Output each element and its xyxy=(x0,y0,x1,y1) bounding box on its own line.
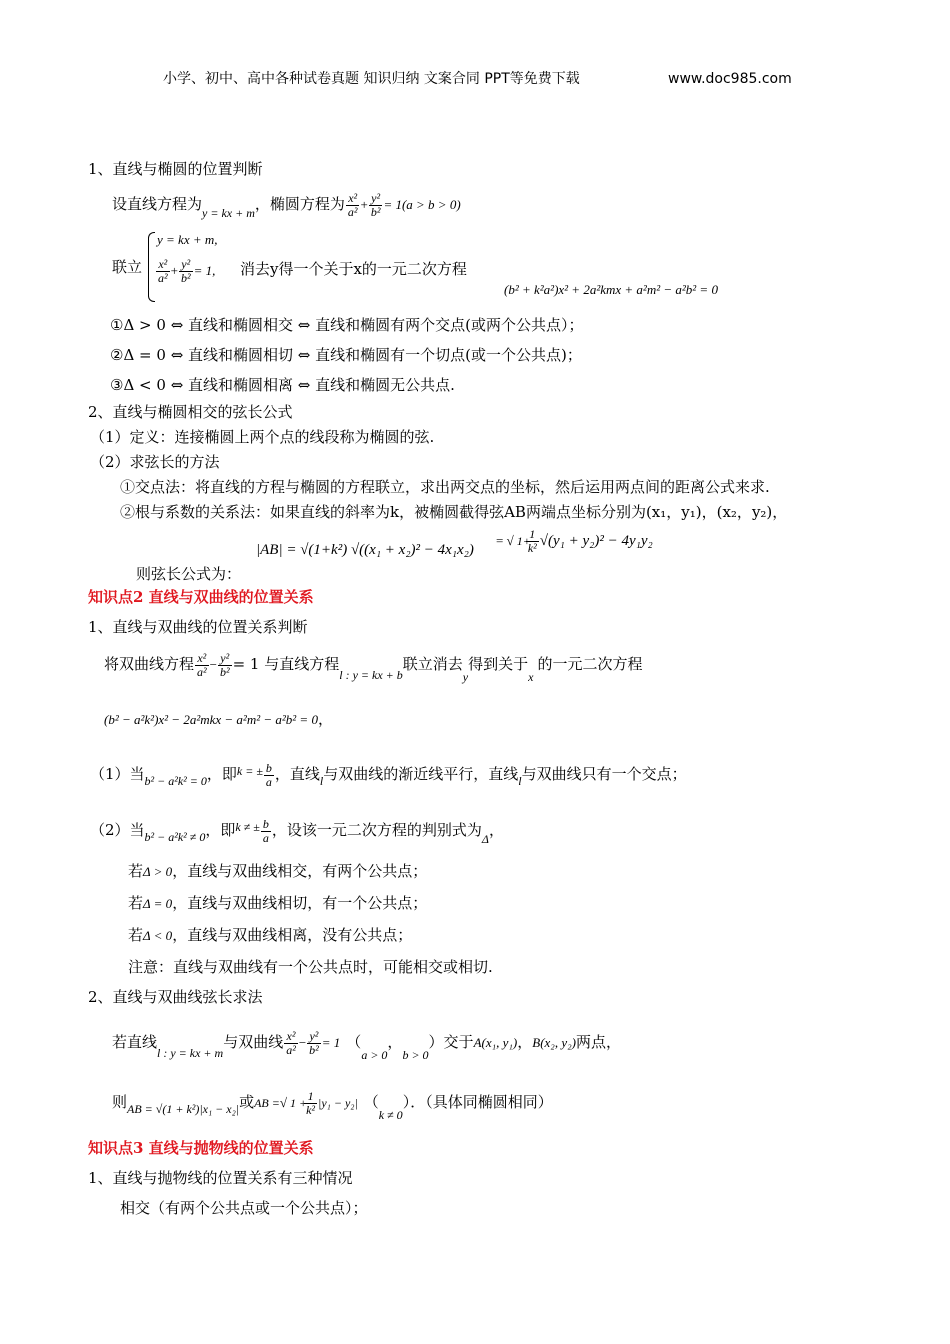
fraction: $\frac{\text{x²}}{\text{a²}}$ xyxy=(347,191,358,219)
result-1: 若Δ > 0，直线与双曲线相交，有两个公共点； xyxy=(128,862,428,880)
system-brace xyxy=(148,232,155,302)
method-2: ②根与系数的关系法：如果直线的斜率为k，被椭圆截得弦AB两端点坐标分别为(x₁，y₁)，(x₂，y₂)， xyxy=(120,503,788,521)
system-eq-1: y = kx + m, xyxy=(157,232,218,247)
subsection-title: 1、直线与双曲线的位置关系判断 xyxy=(88,618,308,636)
case-discriminant: （2）当$_{b^2 - a^2k^2 \ne 0}$，即$^{k \ne \pm}$ $\frac{b}{a}$ ，设该一元二次方程的判别式为$_\Delta$， xyxy=(90,817,504,847)
kp3-title: 知识点3 直线与抛物线的位置关系 xyxy=(88,1139,314,1157)
section-title: 2、直线与椭圆相交的弦长公式 xyxy=(88,403,293,421)
case-1: ①Δ > 0 ⇔ 直线和椭圆相交 ⇔ 直线和椭圆有两个交点(或两个公共点）； xyxy=(110,316,584,334)
intersect-case: 相交（有两个公共点或一个公共点）； xyxy=(120,1199,368,1217)
definition: （1）定义：连接椭圆上两个点的线段称为椭圆的弦. xyxy=(90,428,435,446)
text: ，椭圆方程为 xyxy=(254,195,345,214)
method-1: ①交点法：将直线的方程与椭圆的方程联立，求出两交点的坐标，然后运用两点间的距离公式来求. xyxy=(120,478,770,496)
section-title: 1、直线与椭圆的位置判断 xyxy=(88,160,263,178)
system-eq-2: $\frac{\text{x²}}{\text{a²}}$ + $\frac{\text{y²}}{\text{b²}}$ = 1, xyxy=(158,257,216,285)
ellipse-condition: = 1(a > b > 0) xyxy=(383,197,461,213)
hyperbola-quadratic: (b² − a²k²)x² − 2a²mkx − a²m² − a²b² = 0， xyxy=(104,710,333,728)
result-2: 若Δ = 0，直线与双曲线相切，有一个公共点； xyxy=(128,894,428,912)
fraction: $\frac{\text{y²}}{\text{b²}}$ xyxy=(370,191,381,219)
result-3: 若Δ < 0，直线与双曲线相离，没有公共点； xyxy=(128,926,413,944)
note: 注意：直线与双曲线有一个公共点时，可能相交或相切. xyxy=(128,958,493,976)
line-equation: y = kx + m xyxy=(202,206,255,221)
case-3: ③Δ < 0 ⇔ 直线和椭圆相离 ⇔ 直线和椭圆无公共点. xyxy=(110,376,455,394)
ellipse-setup-line: 设直线方程为$_{y = kx + m}$，椭圆方程为 $\frac{\text{x²}}{\text{a²}}$ + $\frac{\text{y²}}{\text{b²}}$ = 1(a > b > 0) xyxy=(112,191,461,221)
quadratic-equation: (b² + k²a²)x² + 2a²kmx + a²m² − a²b² = 0 xyxy=(504,282,718,297)
case-parallel: （1）当$_{b^2 - a^2k^2 = 0}$，即$^{k = \pm}$ $\frac{b}{a}$ ，直线$_l$与双曲线的渐近线平行，直线$_l$与双曲线只有一个交点； xyxy=(90,761,687,789)
header-url[interactable]: www.doc985.com xyxy=(668,71,792,87)
chord-formula-x: |AB| = √(1+k²) √((x₁ + x₂)² − 4x₁x₂) xyxy=(256,542,474,558)
case-2: ②Δ = 0 ⇔ 直线和椭圆相切 ⇔ 直线和椭圆有一个切点(或一个公共点)； xyxy=(110,346,582,364)
lianli-label: 联立 xyxy=(112,258,143,276)
text: 设直线方程为 xyxy=(112,195,203,214)
subsection-title: 1、直线与抛物线的位置关系有三种情况 xyxy=(88,1169,353,1187)
chord-formula-y: = √ 1+ $\frac{1}{\text{k²}}$ √(y₁ + y₂)² − 4y₁y₂ xyxy=(496,527,653,555)
eliminate-text: 消去y得一个关于x的一元二次方程 xyxy=(240,260,467,278)
subsection-title: 2、直线与双曲线弦长求法 xyxy=(88,988,263,1006)
method-heading: （2）求弦长的方法 xyxy=(90,453,220,471)
chord-length-line: 则$_{AB = √(1 + k^2)|x_1 - x_2|}$或AB =√ 1 + $\frac{1}{\text{k²}}$ |y₁ − y₂| $(_{k \ne 0})$．（具体同椭圆相同） xyxy=(112,1089,553,1123)
header-text: 小学、初中、高中各种试卷真题 知识归纳 文案合同 PPT等免费下载 xyxy=(163,71,580,87)
chord-formula-label: 则弦长公式为： xyxy=(136,565,242,583)
hyperbola-setup-line: 将双曲线方程 $\frac{\text{x²}}{\text{a²}}$ − $\frac{\text{y²}}{\text{b²}}$ = 1 与直线方程$_{l : y = kx + b}$联立消去$_y$得到关于$_x$的一元二次方程 xyxy=(104,651,643,685)
chord-setup-line: 若直线$_{l : y = kx + m}$与双曲线 $\frac{\text{x²}}{\text{a²}}$ − $\frac{\text{y²}}{\text{b²}}$ = 1 （$_{a > 0}$，$_{b > 0}$）交于A(x₁, y₁)，B(x₂, y₂)两点， xyxy=(112,1029,621,1063)
kp2-title: 知识点2 直线与双曲线的位置关系 xyxy=(88,588,314,606)
